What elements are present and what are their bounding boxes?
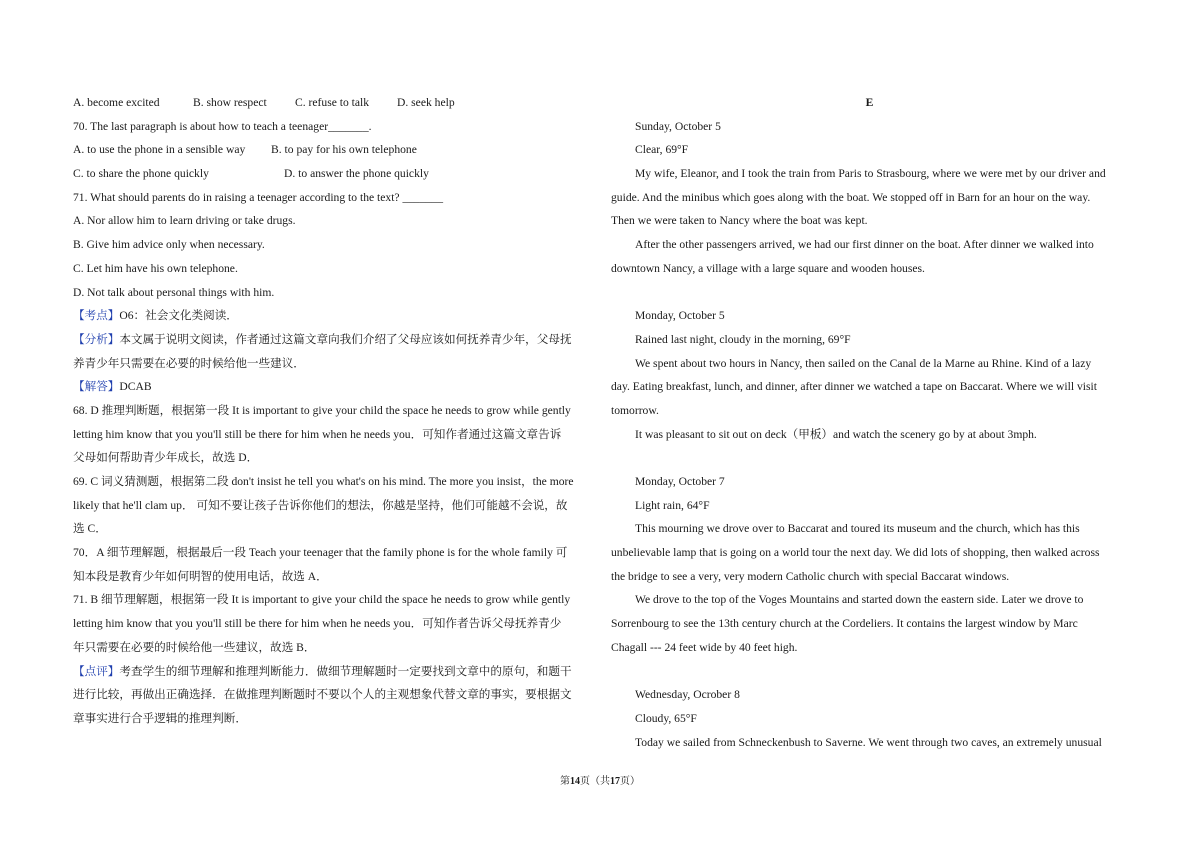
diary-3-p2-l3: Chagall --- 24 feet wide by 40 feet high. bbox=[611, 640, 798, 654]
jieda-line bbox=[73, 375, 590, 399]
jieda-tag: 【解答】 bbox=[73, 380, 120, 394]
a70-line-2: 知本段是教育少年如何明智的使用电话，故选 A． bbox=[73, 569, 328, 583]
q69-option-c: C. refuse to talk bbox=[295, 96, 370, 109]
dianping-text-1: 考查学生的细节理解和推理判断能力．做细节理解题时一定要找到文章中的原句，和题干 bbox=[119, 664, 572, 678]
spacer bbox=[611, 446, 1128, 470]
diary-2-p1-l2: day. Eating breakfast, lunch, and dinner, after dinner we watched a tape on Baccarat. Where we will visit bbox=[611, 380, 1097, 394]
fenxi-tag: 【分析】 bbox=[73, 332, 120, 346]
dianping-line-2: 进行比较，再做出正确选择．在做推理判断题时不要以个人的主观想象代替文章的事实，要根据文 bbox=[73, 688, 572, 702]
diary-3-p1-l3: the bridge to see a very, very modern Catholic church with special Baccarat windows. bbox=[611, 569, 1010, 583]
a69-line-1: 69. C 词义猜测题，根据第二段 don't insist he tell you what's on his mind. The more you insist，the more bbox=[73, 475, 574, 488]
a68-line-2: letting him know that you you'll still be there for him when he needs you．可知作者通过这篇文章告诉 bbox=[73, 427, 562, 441]
diary-1-p2-l2: downtown Nancy, a village with a large square and wooden houses. bbox=[611, 261, 925, 275]
dianping-line-3: 章事实进行合乎逻辑的推理判断． bbox=[73, 711, 247, 725]
a71-line-1: 71. B 细节理解题，根据第一段 It is important to give your child the space he needs to grow while gently bbox=[73, 593, 571, 607]
section-heading: E bbox=[865, 96, 874, 109]
diary-3-p2-l2: Sorrenbourg to see the 13th century church at the Cordeliers. It contains the largest window by Marc bbox=[611, 617, 1078, 631]
footer-mid: 页（共 bbox=[580, 776, 610, 787]
a69-line-2: likely that he'll clam up． 可知不要让孩子告诉你他们的想法，你越是坚持，他们可能越不会说，故 bbox=[73, 498, 568, 512]
a68-line-3: 父母如何帮助青少年成长，故选 D． bbox=[73, 451, 259, 465]
q69-option-d: D. seek help bbox=[397, 96, 455, 109]
q71-option-d: D. Not talk about personal things with him. bbox=[73, 285, 275, 299]
kaodian-line bbox=[73, 304, 590, 328]
diary-1-p1-l2: guide. And the minibus which goes along with the boat. We stopped off in Barn for an hour on the way. bbox=[611, 190, 1091, 204]
jieda-text: DCAB bbox=[119, 380, 152, 394]
q70-options-cd bbox=[73, 162, 590, 186]
q71-option-c: C. Let him have his own telephone. bbox=[73, 261, 238, 275]
right-column bbox=[611, 91, 1128, 754]
left-column bbox=[73, 91, 590, 731]
q69-option-b: B. show respect bbox=[193, 96, 267, 109]
q69-option-a: A. become excited bbox=[73, 96, 160, 109]
dianping-line-1 bbox=[73, 660, 590, 684]
a69-line-3: 选 C． bbox=[73, 522, 107, 536]
diary-1-p1-l3: Then we were taken to Nancy where the boat was kept. bbox=[611, 214, 868, 228]
diary-weather-4: Cloudy, 65°F bbox=[635, 711, 697, 725]
q70-stem: 70. The last paragraph is about how to teach a teenager_______. bbox=[73, 119, 372, 133]
q70-options-ab bbox=[73, 138, 590, 162]
diary-2-p1-l1: We spent about two hours in Nancy, then sailed on the Canal de la Marne au Rhine. Kind of a lazy bbox=[635, 356, 1092, 370]
footer-page-number: 14 bbox=[570, 776, 580, 787]
q70-option-c: C. to share the phone quickly bbox=[73, 167, 209, 181]
q71-stem: 71. What should parents do in raising a teenager according to the text? _______ bbox=[73, 190, 444, 204]
fenxi-line-2: 养青少年只需要在必要的时候给他一些建议． bbox=[73, 356, 305, 370]
a70-line-1: 70．A 细节理解题，根据最后一段 Teach your teenager that the family phone is for the whole family 可 bbox=[73, 546, 568, 560]
diary-date-4: Wednesday, Ocrober 8 bbox=[635, 688, 740, 702]
kaodian-tag: 【考点】 bbox=[73, 309, 120, 323]
q71-option-b: B. Give him advice only when necessary. bbox=[73, 238, 265, 252]
diary-3-p1-l1: This mourning we drove over to Baccarat and toured its museum and the church, which has this bbox=[635, 522, 1080, 536]
diary-weather-3: Light rain, 64°F bbox=[635, 498, 710, 512]
spacer bbox=[611, 281, 1128, 305]
dianping-tag: 【点评】 bbox=[73, 664, 120, 678]
diary-date-1: Sunday, October 5 bbox=[635, 119, 721, 133]
diary-date-2: Monday, October 5 bbox=[635, 309, 725, 323]
a71-line-2: letting him know that you you'll still be there for him when he needs you．可知作者告诉父母抚养青少 bbox=[73, 617, 562, 631]
q70-option-a: A. to use the phone in a sensible way bbox=[73, 143, 246, 157]
a71-line-3: 年只需要在必要的时候给他一些建议，故选 B． bbox=[73, 640, 316, 654]
q70-option-b: B. to pay for his own telephone bbox=[271, 143, 417, 157]
diary-2-p2-l1: It was pleasant to sit out on deck（甲板）and watch the scenery go by at about 3mph. bbox=[635, 427, 1037, 441]
footer-suffix: 页） bbox=[620, 776, 640, 787]
q71-option-a: A. Nor allow him to learn driving or take drugs. bbox=[73, 214, 296, 228]
q70-option-d: D. to answer the phone quickly bbox=[284, 167, 429, 181]
diary-2-p1-l3: tomorrow. bbox=[611, 403, 659, 417]
kaodian-text: O6：社会文化类阅读． bbox=[119, 309, 238, 323]
q69-options bbox=[73, 91, 590, 115]
diary-1-p2-l1: After the other passengers arrived, we had our first dinner on the boat. After dinner we walked into bbox=[635, 238, 1094, 252]
footer-total-pages: 17 bbox=[610, 776, 620, 787]
diary-weather-1: Clear, 69°F bbox=[635, 143, 689, 157]
diary-4-p1-l1: Today we sailed from Schneckenbush to Saverne. We went through two caves, an extremely unusual bbox=[635, 735, 1102, 749]
page-footer bbox=[0, 772, 1200, 787]
diary-weather-2: Rained last night, cloudy in the morning, 69°F bbox=[635, 332, 851, 346]
diary-1-p1-l1: My wife, Eleanor, and I took the train from Paris to Strasbourg, where we were met by our driver and bbox=[635, 167, 1106, 181]
a68-line-1: 68. D 推理判断题，根据第一段 It is important to give your child the space he needs to grow while gently bbox=[73, 403, 571, 417]
diary-3-p2-l1: We drove to the top of the Voges Mountains and started down the eastern side. Later we drove to bbox=[635, 593, 1084, 607]
diary-3-p1-l2: unbelievable lamp that is going on a world tour the next day. We did lots of shopping, then walked across bbox=[611, 546, 1100, 560]
spacer bbox=[611, 660, 1128, 684]
diary-date-3: Monday, October 7 bbox=[635, 475, 725, 488]
fenxi-line-1 bbox=[73, 328, 590, 352]
footer-prefix: 第 bbox=[560, 776, 570, 787]
fenxi-text-1: 本文属于说明文阅读，作者通过这篇文章向我们介绍了父母应该如何抚养青少年，父母抚 bbox=[119, 332, 572, 346]
